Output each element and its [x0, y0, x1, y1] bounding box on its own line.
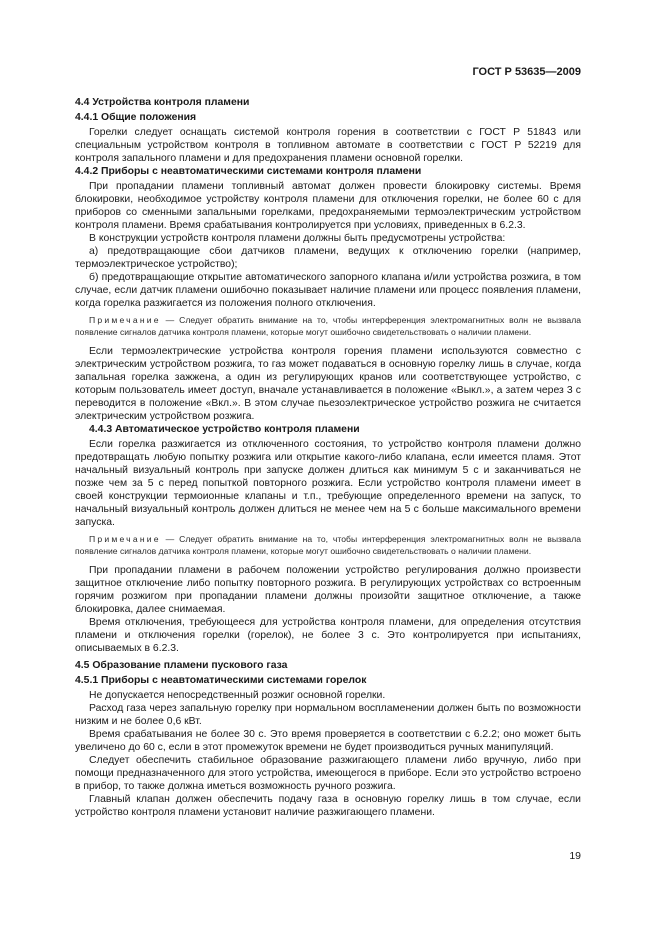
note — [75, 315, 581, 338]
paragraph: При пропадании пламени в рабочем положении устройство регулирования должно произвести защитное отключение либо попытку повторного розжига. В регулирующих устройствах со встроенным горячим розжигом при пропадании пламени должны произойти защитное отключение, а также блокировка, далее снимаемая. — [75, 565, 581, 615]
note — [75, 534, 581, 557]
paragraph: При пропадании пламени топливный автомат должен провести блокировку системы. Время блокировки, необходимое устройству контроля пламени для отключения горелки, не более 60 с для приборов со сменными запальными горелками, предохраняемыми термоэлектрическим устройством контроля пламени. Время срабатывания контролируется при условиях, приведенных в 6.2.3. — [75, 181, 581, 231]
note-text: — Следует обратить внимание на то, чтобы интерференция электромагнитных волн не вызвала появление сигналов датчика контроля пламени, которые могут ошибочно свидетельствовать о наличии пламени. — [75, 534, 581, 556]
section-4-4-title: 4.4 Устройства контроля пламени — [75, 97, 250, 108]
list-item-a: а) предотвращающие сбои датчиков пламени, ведущих к отключению горелки (например, термоэлектрическое устройство); — [75, 246, 581, 270]
paragraph: Горелки следует оснащать системой контроля горения в соответствии с ГОСТ Р 51843 или специальным устройством контроля в топливном автомате в соответствии с ГОСТ Р 52219 для контроля запального пламени и для предохранения пламени основной горелки. — [75, 127, 581, 164]
paragraph: Если горелка разжигается из отключенного состояния, то устройство контроля пламени должно предотвращать любую попытку розжига или открытие какого-либо клапана, если имеется пламя. Этот начальный визуальный контроль при запуске должен длиться как минимум 5 с и заканчиваться не позже чем за 5 с перед попыткой повторного розжига. Если устройство контроля пламени имеет в своей конструкции термоионные клапаны и т.п., требующие определенного времени на запуск, то начальный визуальный контроль должен длиться не менее чем на 5 с больше максимального времени запуска. — [75, 439, 581, 528]
note-text: — Следует обратить внимание на то, чтобы интерференция электромагнитных волн не вызвала появление сигналов датчика контроля пламени, которые могут ошибочно свидетельствовать о наличии пламени. — [75, 315, 581, 337]
paragraph: Не допускается непосредственный розжиг основной горелки. — [89, 690, 386, 701]
paragraph: Главный клапан должен обеспечить подачу газа в основную горелку лишь в том случае, если устройство контроля пламени установит наличие разжигающего пламени. — [75, 794, 581, 818]
note-label: Примечание — [89, 315, 161, 325]
paragraph: Расход газа через запальную горелку при нормальном воспламенении должен быть по возможности низким и не более 0,6 кВт. — [75, 703, 581, 727]
paragraph: Если термоэлектрические устройства контроля горения пламени используются совместно с электрическим устройством розжига, то газ может подаваться в основную горелку лишь в случае, когда запальная горелка зажжена, а один из регулирующих кранов или соответствующее устройство, с которым пользователь имеет доступ, вначале устанавливается в положение «Выкл.», а затем через 3 с переводится в положение «Вкл.». В этом случае пьезоэлектрическое устройство розжига не считается электрическим устройством розжига. — [75, 346, 581, 422]
list-item-b: б) предотвращающие открытие автоматического запорного клапана и/или устройства розжига, в том случае, если датчик пламени ошибочно показывает наличие пламени или процесс появления пламени, когда горелка разжигается из положения полного отключения. — [75, 272, 581, 309]
section-4-4-1-title: 4.4.1 Общие положения — [75, 112, 197, 123]
document-body — [75, 96, 581, 819]
section-4-5-title: 4.5 Образование пламени пускового газа — [75, 660, 288, 671]
document-id: ГОСТ Р 53635—2009 — [472, 66, 581, 78]
note-label: Примечание — [89, 534, 161, 544]
paragraph: Следует обеспечить стабильное образование разжигающего пламени либо вручную, либо при помощи предназначенного для этого устройства, имеющегося в приборе. Если это устройство встроено в прибор, то также должна иметься возможность ручного розжига. — [75, 755, 581, 792]
section-4-5-1-title: 4.5.1 Приборы с неавтоматическими системами горелок — [75, 675, 367, 686]
paragraph: В конструкции устройств контроля пламени должны быть предусмотрены устройства: — [89, 233, 506, 244]
section-4-4-3-title: 4.4.3 Автоматическое устройство контроля пламени — [89, 424, 360, 435]
paragraph: Время срабатывания не более 30 с. Это время проверяется в соответствии с 6.2.2; оно может быть увеличено до 60 с, если в этот промежуток времени не будет производиться ручных манипуляций. — [75, 729, 581, 753]
page-number: 19 — [569, 850, 581, 862]
paragraph: Время отключения, требующееся для устройства контроля пламени, для определения отсутствия пламени и отключения горелки (горелок), не более 3 с. Это контролируется при испытаниях, описываемых в 6.2.3. — [75, 617, 581, 654]
section-4-4-2-title: 4.4.2 Приборы с неавтоматическими системами контроля пламени — [75, 166, 422, 177]
